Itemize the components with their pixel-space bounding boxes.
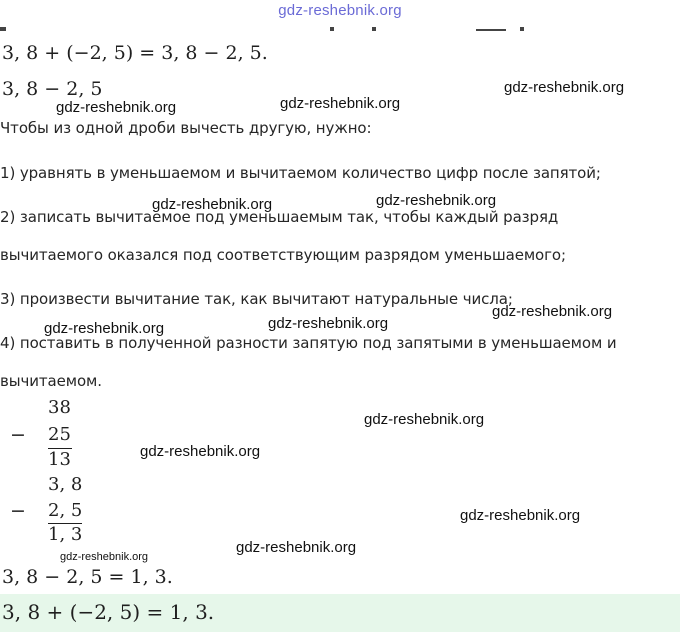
final-answer-box (0, 594, 680, 632)
rule-step-2: 2) записать вычитаемое под уменьшаемым так, чтобы каждый разряд (0, 208, 559, 226)
column2-minus-sign: − (10, 500, 26, 522)
watermark: gdz-reshebnik.org (44, 320, 165, 337)
watermark: gdz-reshebnik.org (60, 551, 149, 563)
watermark: gdz-reshebnik.org (268, 315, 389, 332)
rule-step-4-cont: вычитаемом. (0, 372, 102, 390)
column1-minus-sign: − (10, 424, 26, 446)
rule-step-2-cont: вычитаемого оказался под соответствующим разрядом уменьшаемого; (0, 246, 566, 264)
watermark: gdz-reshebnik.org (56, 99, 177, 116)
rule-step-1: 1) уравнять в уменьшаемом и вычитаемом количество цифр после запятой; (0, 164, 601, 182)
watermark: gdz-reshebnik.org (376, 192, 497, 209)
column2-minuend: 3, 8 (48, 474, 83, 495)
rule-step-3: 3) произвести вычитание так, как вычитают натуральные числа; (0, 290, 513, 308)
equation-rewrite: 3, 8 + (−2, 5) = 3, 8 − 2, 5. (2, 42, 268, 64)
column2-subtrahend: 2, 5 (48, 500, 83, 521)
watermark: gdz-reshebnik.org (364, 411, 485, 428)
watermark: gdz-reshebnik.org (460, 507, 581, 524)
column2-difference: 1, 3 (48, 524, 83, 545)
column1-subtrahend: 25 (48, 424, 71, 445)
result-line: 3, 8 − 2, 5 = 1, 3. (2, 566, 173, 588)
watermark: gdz-reshebnik.org (492, 303, 613, 320)
final-answer: 3, 8 + (−2, 5) = 1, 3. (2, 600, 215, 624)
watermark: gdz-reshebnik.org (280, 95, 401, 112)
rule-step-4: 4) поставить в полученной разности запятую под запятыми в уменьшаемом и (0, 334, 617, 352)
cropped-previous-line (0, 27, 680, 35)
watermark: gdz-reshebnik.org (504, 79, 625, 96)
column1-minuend: 38 (48, 397, 71, 418)
column1-difference: 13 (48, 449, 71, 470)
watermark: gdz-reshebnik.org (140, 443, 261, 460)
header-watermark: gdz-reshebnik.org (278, 2, 402, 19)
watermark: gdz-reshebnik.org (236, 539, 357, 556)
equation-expression: 3, 8 − 2, 5 (2, 78, 103, 100)
watermark: gdz-reshebnik.org (152, 196, 273, 213)
rule-intro: Чтобы из одной дроби вычесть другую, нужно: (0, 119, 372, 137)
